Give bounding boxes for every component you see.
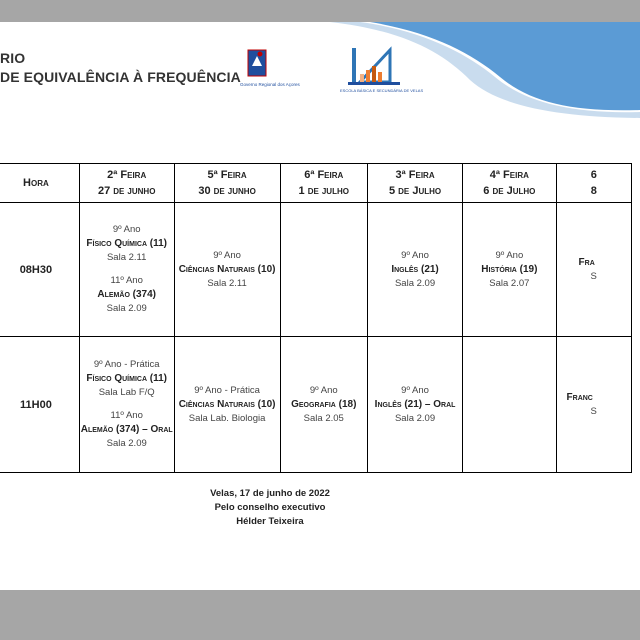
exam-cell xyxy=(367,203,462,337)
exam-year: 11º Ano xyxy=(110,275,143,286)
day-header xyxy=(280,164,367,203)
day-header xyxy=(79,164,174,203)
exam-room: Sala 2.11 xyxy=(106,252,147,263)
day-date: 8 xyxy=(590,185,597,197)
exam-subject: Ciências Naturais (10) xyxy=(178,263,276,275)
exam-year: 9º Ano xyxy=(401,249,429,261)
day-header xyxy=(174,164,280,203)
exam-cell xyxy=(367,337,462,473)
exam-room: Sala 2.09 xyxy=(394,277,436,289)
exam-cell xyxy=(174,337,280,473)
footer-signatory-role: Pelo conselho executivo xyxy=(214,502,326,513)
exam-room: Sala 2.11 xyxy=(207,277,247,289)
day-weekday: 4ª Feira xyxy=(489,169,529,181)
day-date: 1 de julho xyxy=(298,185,349,197)
exam-cell xyxy=(280,337,367,473)
hour-column-header: Hora xyxy=(0,164,79,203)
exam-subject: História (19) xyxy=(481,263,538,275)
document-title-line2: DE EQUIVALÊNCIA À FREQUÊNCIA xyxy=(0,69,241,85)
footer-date: Velas, 17 de junho de 2022 xyxy=(210,488,330,499)
document-page xyxy=(0,22,640,590)
svg-text:Governo Regional dos Açores: Governo Regional dos Açores xyxy=(240,82,300,87)
exam-room: Sala 2.05 xyxy=(303,412,344,424)
exam-room: Sala Lab F/Q xyxy=(98,387,155,398)
table-row xyxy=(0,203,632,337)
exam-year: 9º Ano xyxy=(401,384,429,396)
exam-subject: Físico Química (11) xyxy=(86,373,168,384)
hour-cell: 11H00 xyxy=(0,337,79,473)
exam-year: 9º Ano - Prática xyxy=(93,359,160,370)
exam-cell xyxy=(79,203,174,337)
day-weekday: 6 xyxy=(590,169,597,181)
exam-year: 9º Ano - Prática xyxy=(194,384,260,396)
hour-cell: 08H30 xyxy=(0,203,79,337)
exam-room: Sala 2.09 xyxy=(106,303,147,314)
exam-year: 9º Ano xyxy=(112,224,141,235)
exam-room: Sala 2.07 xyxy=(489,277,530,289)
exam-year: 9º Ano xyxy=(309,384,338,396)
exam-subject: Fra xyxy=(578,256,595,268)
exam-year: 9º Ano xyxy=(213,249,241,261)
svg-text:ESCOLA BÁSICA E SECUNDÁRIA DE: ESCOLA BÁSICA E SECUNDÁRIA DE VELAS xyxy=(340,88,424,93)
day-header xyxy=(463,164,556,203)
exam-cell xyxy=(463,203,556,337)
exam-subject: Inglês (21) xyxy=(391,263,439,275)
exam-room: S xyxy=(590,270,597,282)
day-weekday: 6ª Feira xyxy=(304,169,344,181)
document-title-line1: RIO xyxy=(0,50,26,66)
empty-cell xyxy=(280,203,367,337)
exam-subject: Alemão (374) – Oral xyxy=(80,424,173,435)
table-row xyxy=(0,337,632,473)
exam-year: 11º Ano xyxy=(110,410,143,421)
exam-room: Sala Lab. Biologia xyxy=(188,412,266,424)
exam-subject: Físico Química (11) xyxy=(86,238,168,249)
day-weekday: 5ª Feira xyxy=(207,169,247,181)
school-logo xyxy=(338,44,430,96)
exam-schedule-table xyxy=(0,163,632,473)
footer-signatory-name: Hélder Teixeira xyxy=(236,516,304,527)
exam-subject: Geografia (18) xyxy=(291,398,357,410)
day-header xyxy=(367,164,462,203)
exam-subject: Inglês (21) – Oral xyxy=(374,398,456,410)
empty-cell xyxy=(463,337,556,473)
exam-cell xyxy=(79,337,174,473)
exam-subject: Ciências Naturais (10) xyxy=(178,398,276,410)
day-header xyxy=(556,164,631,203)
exam-subject: Alemão (374) xyxy=(97,289,157,300)
exam-cell xyxy=(556,337,631,473)
exam-room: Sala 2.09 xyxy=(394,412,436,424)
table-header-row xyxy=(0,164,632,203)
day-date: 5 de Julho xyxy=(388,185,442,197)
exam-cell xyxy=(556,203,631,337)
exam-room: S xyxy=(590,405,597,417)
exam-subject: Franc xyxy=(566,391,593,403)
day-date: 27 de junho xyxy=(97,185,156,197)
exam-year: 9º Ano xyxy=(495,249,524,261)
day-date: 6 de Julho xyxy=(483,185,536,197)
day-weekday: 3ª Feira xyxy=(395,169,435,181)
azores-government-logo xyxy=(238,46,320,94)
exam-room: Sala 2.09 xyxy=(106,438,147,449)
day-date: 30 de junho xyxy=(198,185,256,197)
exam-cell xyxy=(174,203,280,337)
day-weekday: 2ª Feira xyxy=(107,169,147,181)
